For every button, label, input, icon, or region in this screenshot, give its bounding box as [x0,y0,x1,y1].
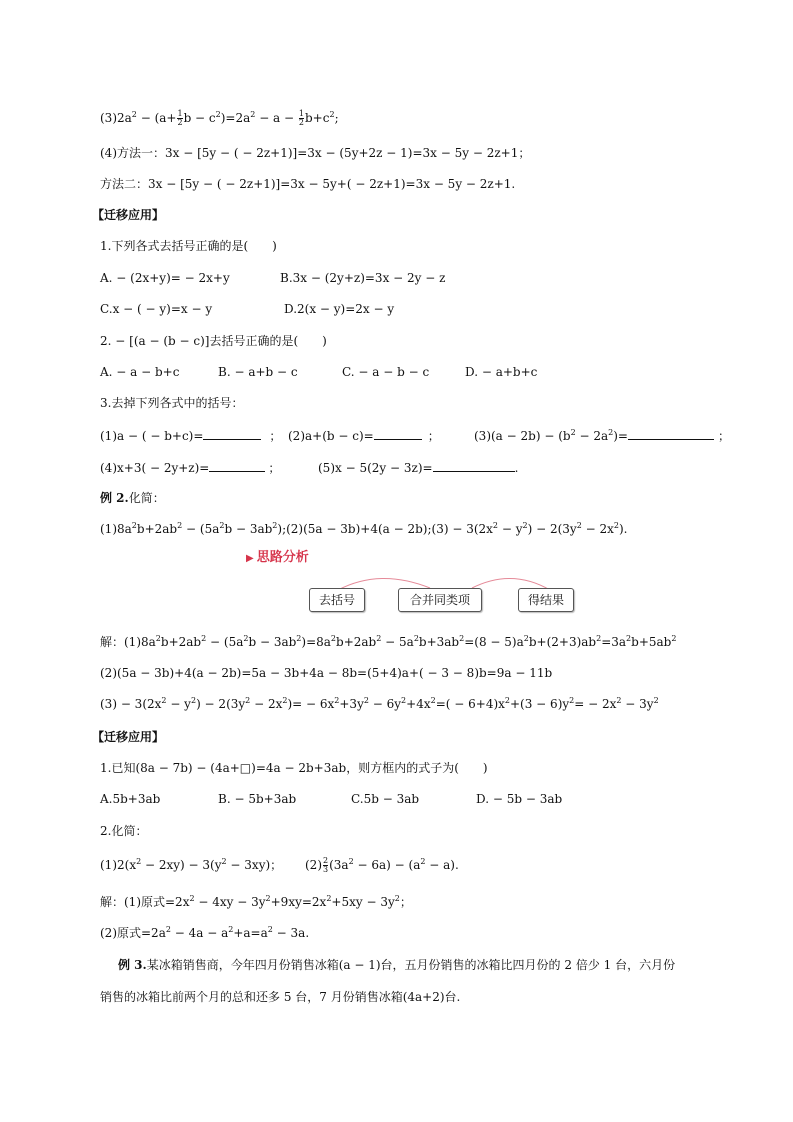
section-heading: 【迁移应用】 [92,208,165,222]
step-box-3: 得结果 [518,588,574,612]
practice-2-q1: $(1)2(x^2 - 2xy) - 3(y^2 - 3xy)$； [100,857,283,872]
solution-2-2: (2)(5a − 3b)+4(a − 2b)=5a − 3b+4a − 8b=(5+4)a+( − 3 − 8)b=9a − 11b [100,666,553,680]
practice-2-q2: (2) $\frac{2}{3}$ $(3a^2 - 6a) - (a^2 - a)$. [305,856,459,874]
fill-item-3: $(3)(a - 2b) - (b^2 - 2a^2)=$ ； [474,428,730,443]
practice-1: 1.已知(8a − 7b) − (4a+□)=4a − 2b+3ab，则方框内的式子为( ) [100,761,488,775]
fill-item-4: (4)x+3( − 2y+z)= ； [100,461,281,475]
fill-item-5: (5)x − 5(2y − 3z)= . [318,461,519,475]
solution-line-3: $(3)2a^2 - (a+$ $\frac{1}{2}$ $b - c^2)=2a^2 - a$ − $\frac{1}{2}$ $b+c^2$; [100,109,339,127]
thinking-analysis-label: ▶ 思路分析 [246,550,309,565]
section-heading-2: 【迁移应用】 [92,730,165,744]
solution-line-4: (4)方法一：3x − [5y − ( − 2z+1)]=3x − (5y+2z − 1)=3x − 5y − 2z+1； [100,146,531,160]
fill-item-2: (2)a+(b − c)= ； [288,429,440,443]
option-a: A.5b+3ab [100,792,161,806]
option-b: B.3x − (2y+z)=3x − 2y − z [280,271,446,285]
option-a: A. − a − b+c [100,365,180,379]
option-d: D. − 5b − 3ab [476,792,563,806]
option-d: D. − a+b+c [465,365,538,379]
question-3: 3.去掉下列各式中的括号： [100,396,244,410]
solution-line-4b: 方法二：3x − [5y − ( − 2z+1)]=3x − 5y+( − 2z+1)=3x − 5y − 2z+1. [100,177,516,191]
option-b: B. − a+b − c [218,365,298,379]
option-c: C. − a − b − c [342,365,430,379]
practice-2: 2.化简： [100,824,148,838]
fraction: $\frac{1}{2}$ [298,109,304,127]
fraction: $\frac{1}{2}$ [177,109,183,127]
step-box-1: 去括号 [309,588,365,612]
triangle-icon: ▶ [246,553,254,564]
example-2-heading: 例 2.化简： [100,491,165,505]
option-a: A. − (2x+y)= − 2x+y [100,271,230,285]
fraction: $\frac{2}{3}$ [323,856,329,874]
fill-item-1: (1)a − ( − b+c)= ； [100,429,282,443]
option-c: C.5b − 3ab [351,792,420,806]
example-3-line-1: 例 3.某冰箱销售商，今年四月份销售冰箱(a − 1)台，五月份销售的冰箱比四月份的 2 倍少 1 台，六月份 [118,958,676,972]
option-c: C.x − ( − y)=x − y [100,302,213,316]
question-1: 1.下列各式去括号正确的是( ) [100,239,277,253]
practice-2-solution-1: 解：(1)原式$=2x^2 - 4xy - 3y^2+9xy=2x^2+5xy - 3y^2$； [100,894,412,909]
solution-2-1: 解：$(1)8a^2b+2ab^2 - (5a^2b - 3ab^2)=8a^2b+2ab^2 - 5a^2b+3ab^2=(8 - 5)a^2b+(2+3)ab^2=3a^2b+5ab^2$ [100,634,677,649]
practice-2-solution-2: (2)原式$=2a^2 - 4a - a^2+a=a^2 - 3a$. [100,925,310,940]
question-2: 2. − [(a − (b − c)]去括号正确的是( ) [100,334,327,348]
example-3-line-2: 销售的冰箱比前两个月的总和还多 5 台，7 月份销售冰箱(4a+2)台. [100,990,461,1004]
step-box-2: 合并同类项 [398,588,482,612]
solution-2-3: $(3) - 3(2x^2 - y^2) - 2(3y^2 - 2x^2)= - 6x^2+3y^2 - 6y^2+4x^2=( - 6+4)x^2+(3 - 6)y^2= - 2x^2 - 3y^2$ [100,696,659,711]
example-2-question: $(1)8a^2b+2ab^2 - (5a^2b$ − $3ab^2);(2)(5a - 3b)+4(a$ − 2b);(3) − $3(2x^2 - y^2) - 2(3y^2 - 2x^2)$. [100,521,628,536]
option-d: D.2(x − y)=2x − y [284,302,395,316]
option-b: B. − 5b+3ab [218,792,297,806]
